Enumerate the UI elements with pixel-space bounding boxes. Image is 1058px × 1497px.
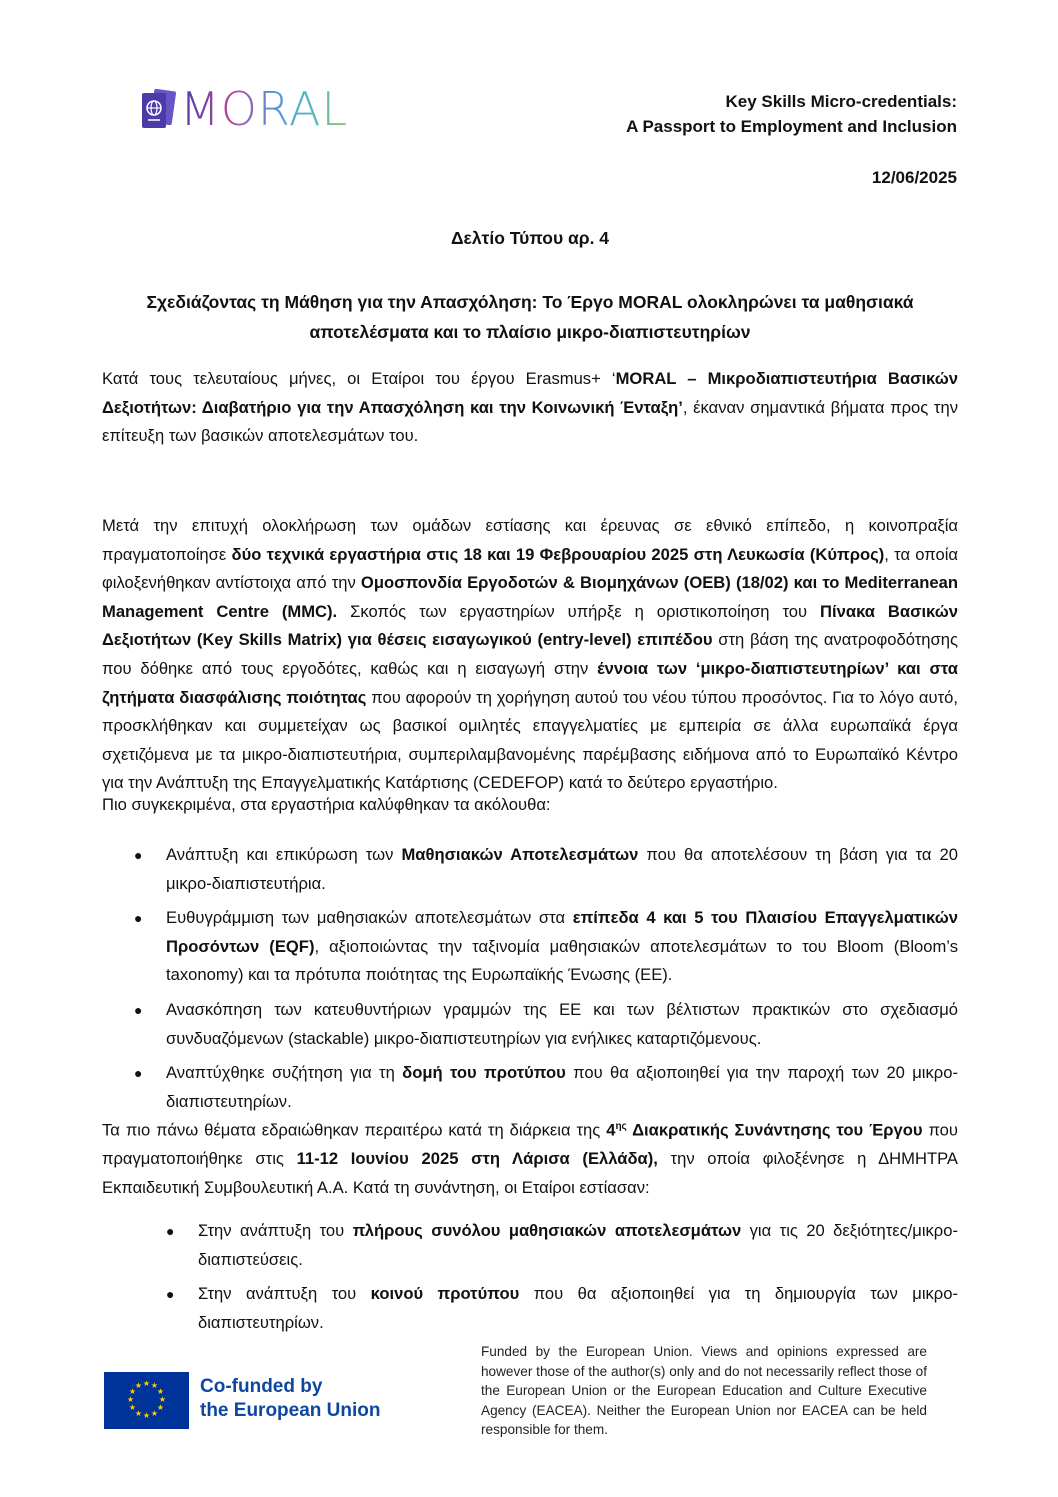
eu-label-line-2: the European Union (200, 1400, 381, 1421)
svg-text:★: ★ (150, 1409, 159, 1418)
text: Μετά την επιτυχή ολοκλήρωση των ομάδων εστίασης και έρευνας σε εθνικό επίπεδο, η κοινοπραξία πραγματοποίησε (102, 516, 958, 564)
bullet-icon: ● (134, 1065, 143, 1082)
title-line-1: Σχεδιάζοντας τη Μάθηση για την Απασχόληση: Το Έργο MORAL ολοκληρώνει τα μαθησιακά (146, 292, 914, 312)
logo-text: MORAL (180, 82, 349, 136)
text: για τις 20 δεξιότητες/μικρο-διαπιστεύσεις. (198, 1221, 958, 1269)
bullet-icon: ● (166, 1286, 175, 1303)
bold-text: Μαθησιακών Αποτελεσμάτων (401, 845, 639, 864)
release-number: Δελτίο Τύπου αρ. 4 (450, 228, 610, 248)
text: Στην ανάπτυξη του (198, 1284, 371, 1304)
text: Ανασκόπηση των κατευθυντήριων γραμμών της ΕΕ και των βέλτιστων πρακτικών στο σχεδιασμό συνδυαζόμενων (stackable) μικρο-διαπιστευτηρίων για ενήλικες καταρτιζόμενους. (166, 999, 958, 1048)
eu-flag-icon (104, 1372, 189, 1429)
text: Στην ανάπτυξη του (198, 1221, 353, 1240)
subtitle-line-2: A Passport to Employment and Inclusion (626, 117, 957, 136)
svg-text:★: ★ (142, 1379, 151, 1388)
text: που αφορούν τη χορήγηση αυτού του νέου τύπου προσόντος. Για το λόγο αυτό, προσκλήθηκαν και συμμετείχαν ως βασικοί ομιλητές επαγγελματίες με εμπειρία σε άλλα ευρωπαϊκά έργα σχετιζόμενα με τα μικρο-διαπιστευτήρια, συμπεριλαμβανομένης παρέμβασης ειδήμονα από το Ευρωπαϊκό Κέντρο για την Ανάπτυξη της Επαγγελματικής Κατάρτισης (CEDEFOP) κατά το δεύτερο εργαστήριο. (102, 687, 958, 793)
list-item (130, 996, 958, 1053)
text: Σκοπός των εργαστηρίων υπήρξε η οριστικοποίηση του (337, 601, 821, 621)
eu-label-line-1: Co-funded by (200, 1376, 323, 1397)
text: στη βάση της ανατροφοδότησης που δόθηκε από τους εργοδότες, καθώς και η εισαγωγή στην (102, 630, 958, 678)
superscript: ης (615, 1121, 627, 1132)
bold-text: 11-12 Ιουνίου 2025 στη Λάρισα (Ελλάδα), (296, 1149, 658, 1169)
list-item (130, 904, 958, 990)
bold-text: επίπεδα 4 και 5 του Πλαισίου Επαγγελματικών Προσόντων (EQF) (166, 908, 958, 956)
bold-text: Διακρατικής Συνάντησης του Έργου (626, 1120, 923, 1140)
bullet-icon: ● (134, 847, 143, 863)
text: που θα αποτελέσουν τη βάση για τα 20 μικρο-διαπιστευτήρια. (166, 845, 958, 893)
page-title (100, 287, 960, 347)
bold-text: Πίνακα Βασικών Δεξιοτήτων (Key Skills Matrix) για θέσεις εισαγωγικού (entry-level) επιπέδου (102, 601, 959, 650)
paragraph-intro (102, 365, 958, 451)
text: Κατά τους τελευταίους μήνες, οι Εταίροι του έργου Erasmus+ ‘ (102, 369, 616, 388)
svg-text:★: ★ (156, 1403, 165, 1412)
meeting-focus-list (162, 1217, 958, 1343)
workshop-topics-list (130, 841, 958, 1122)
text: , τα οποία φιλοξενήθηκαν αντίστοιχα από την (102, 544, 958, 593)
bullet-icon: ● (134, 1001, 143, 1018)
svg-text:★: ★ (142, 1411, 151, 1420)
text: Τα πιο πάνω θέματα εδραιώθηκαν περαιτέρω κατά τη διάρκεια της (102, 1120, 607, 1140)
text: που θα αξιοποιηθεί για την παροχή των 20 μικρο-διαπιστευτηρίων. (166, 1063, 958, 1111)
bold-text: δύο τεχνικά εργαστήρια στις 18 και 19 Φεβρουαρίου 2025 στη Λευκωσία (Κύπρος) (231, 544, 885, 564)
svg-text:★: ★ (150, 1381, 159, 1390)
paragraph-meeting (102, 1113, 958, 1202)
list-item (130, 1059, 958, 1116)
svg-text:★: ★ (126, 1395, 135, 1404)
text: που θα αξιοποιηθεί για τη δημιουργία των μικρο-διαπιστευτηρίων. (198, 1284, 959, 1332)
text: Ευθυγράμμιση των μαθησιακών αποτελεσμάτων στα (166, 908, 573, 928)
svg-text:★: ★ (128, 1403, 137, 1412)
bold-text: κοινού προτύπου (370, 1284, 520, 1304)
title-line-2: αποτελέσματα και το πλαίσιο μικρο-διαπιστευτηρίων (309, 322, 751, 342)
eu-cofunded-label (200, 1375, 381, 1423)
text: , αξιοποιώντας την ταξινομία μαθησιακών αποτελεσμάτων το του Bloom (Bloom’s taxonomy) και τα πρότυπα ποιότητας της Ευρωπαϊκής Ένωσης (ΕΕ). (166, 936, 958, 985)
project-subtitle (626, 89, 957, 139)
text: Ανάπτυξη και επικύρωση των (166, 845, 402, 864)
bold-text: 4 (606, 1120, 616, 1140)
text: την οποία φιλοξένησε η ΔΗΜΗΤΡΑ Εκπαιδευτική Συμβουλευτική Α.Α. Κατά τη συνάντηση, οι Εταίροι εστίασαν: (102, 1149, 958, 1197)
svg-text:★: ★ (128, 1387, 137, 1396)
release-date: 12/06/2025 (871, 168, 957, 187)
subtitle-line-1: Key Skills Micro-credentials: (725, 92, 957, 111)
passport-icon (140, 88, 176, 130)
bold-text: δομή του προτύπου (402, 1063, 566, 1083)
svg-text:★: ★ (134, 1381, 143, 1390)
bold-text: πλήρους συνόλου μαθησιακών αποτελεσμάτων (352, 1221, 742, 1240)
eu-disclaimer: Funded by the European Union. Views and opinions expressed are however those of the author(s) only and do not necessarily reflect those of the European Union or the European Education and Culture Executive Agency (EACEA). Neither the European Union nor EACEA can be held responsible for them. (481, 1344, 927, 1438)
svg-text:★: ★ (158, 1395, 167, 1404)
list-item (162, 1280, 958, 1337)
bullet-icon: ● (166, 1223, 175, 1239)
moral-logo (140, 82, 349, 136)
bullet-icon: ● (134, 910, 143, 927)
list-item (130, 841, 958, 898)
svg-text:★: ★ (156, 1387, 165, 1396)
text: Αναπτύχθηκε συζήτηση για τη (166, 1063, 403, 1083)
bold-text: έννοια των ‘μικρο-διαπιστευτηρίων’ και στα ζητήματα διασφάλισης ποιότητας (102, 658, 958, 707)
paragraph-workshops (102, 512, 958, 798)
text: που πραγματοποιήθηκε στις (102, 1120, 958, 1169)
text: , έκαναν σημαντικά βήματα προς την επίτευξη των βασικών αποτελεσμάτων του. (102, 397, 958, 446)
bold-text: MORAL – Μικροδιαπιστευτήρια Βασικών Δεξιοτήτων: Διαβατήριο για την Απασχόληση και την Κοινωνική Ένταξη’ (102, 369, 959, 417)
list-item (162, 1217, 958, 1274)
bold-text: Ομοσπονδία Εργοδοτών & Βιομηχάνων (OEB) (18/02) και το Mediterranean Management Centre (MMC). (102, 573, 958, 621)
paragraph-topics-intro: Πιο συγκεκριμένα, στα εργαστήρια καλύφθηκαν τα ακόλουθα: (102, 795, 551, 814)
svg-text:★: ★ (134, 1409, 143, 1418)
